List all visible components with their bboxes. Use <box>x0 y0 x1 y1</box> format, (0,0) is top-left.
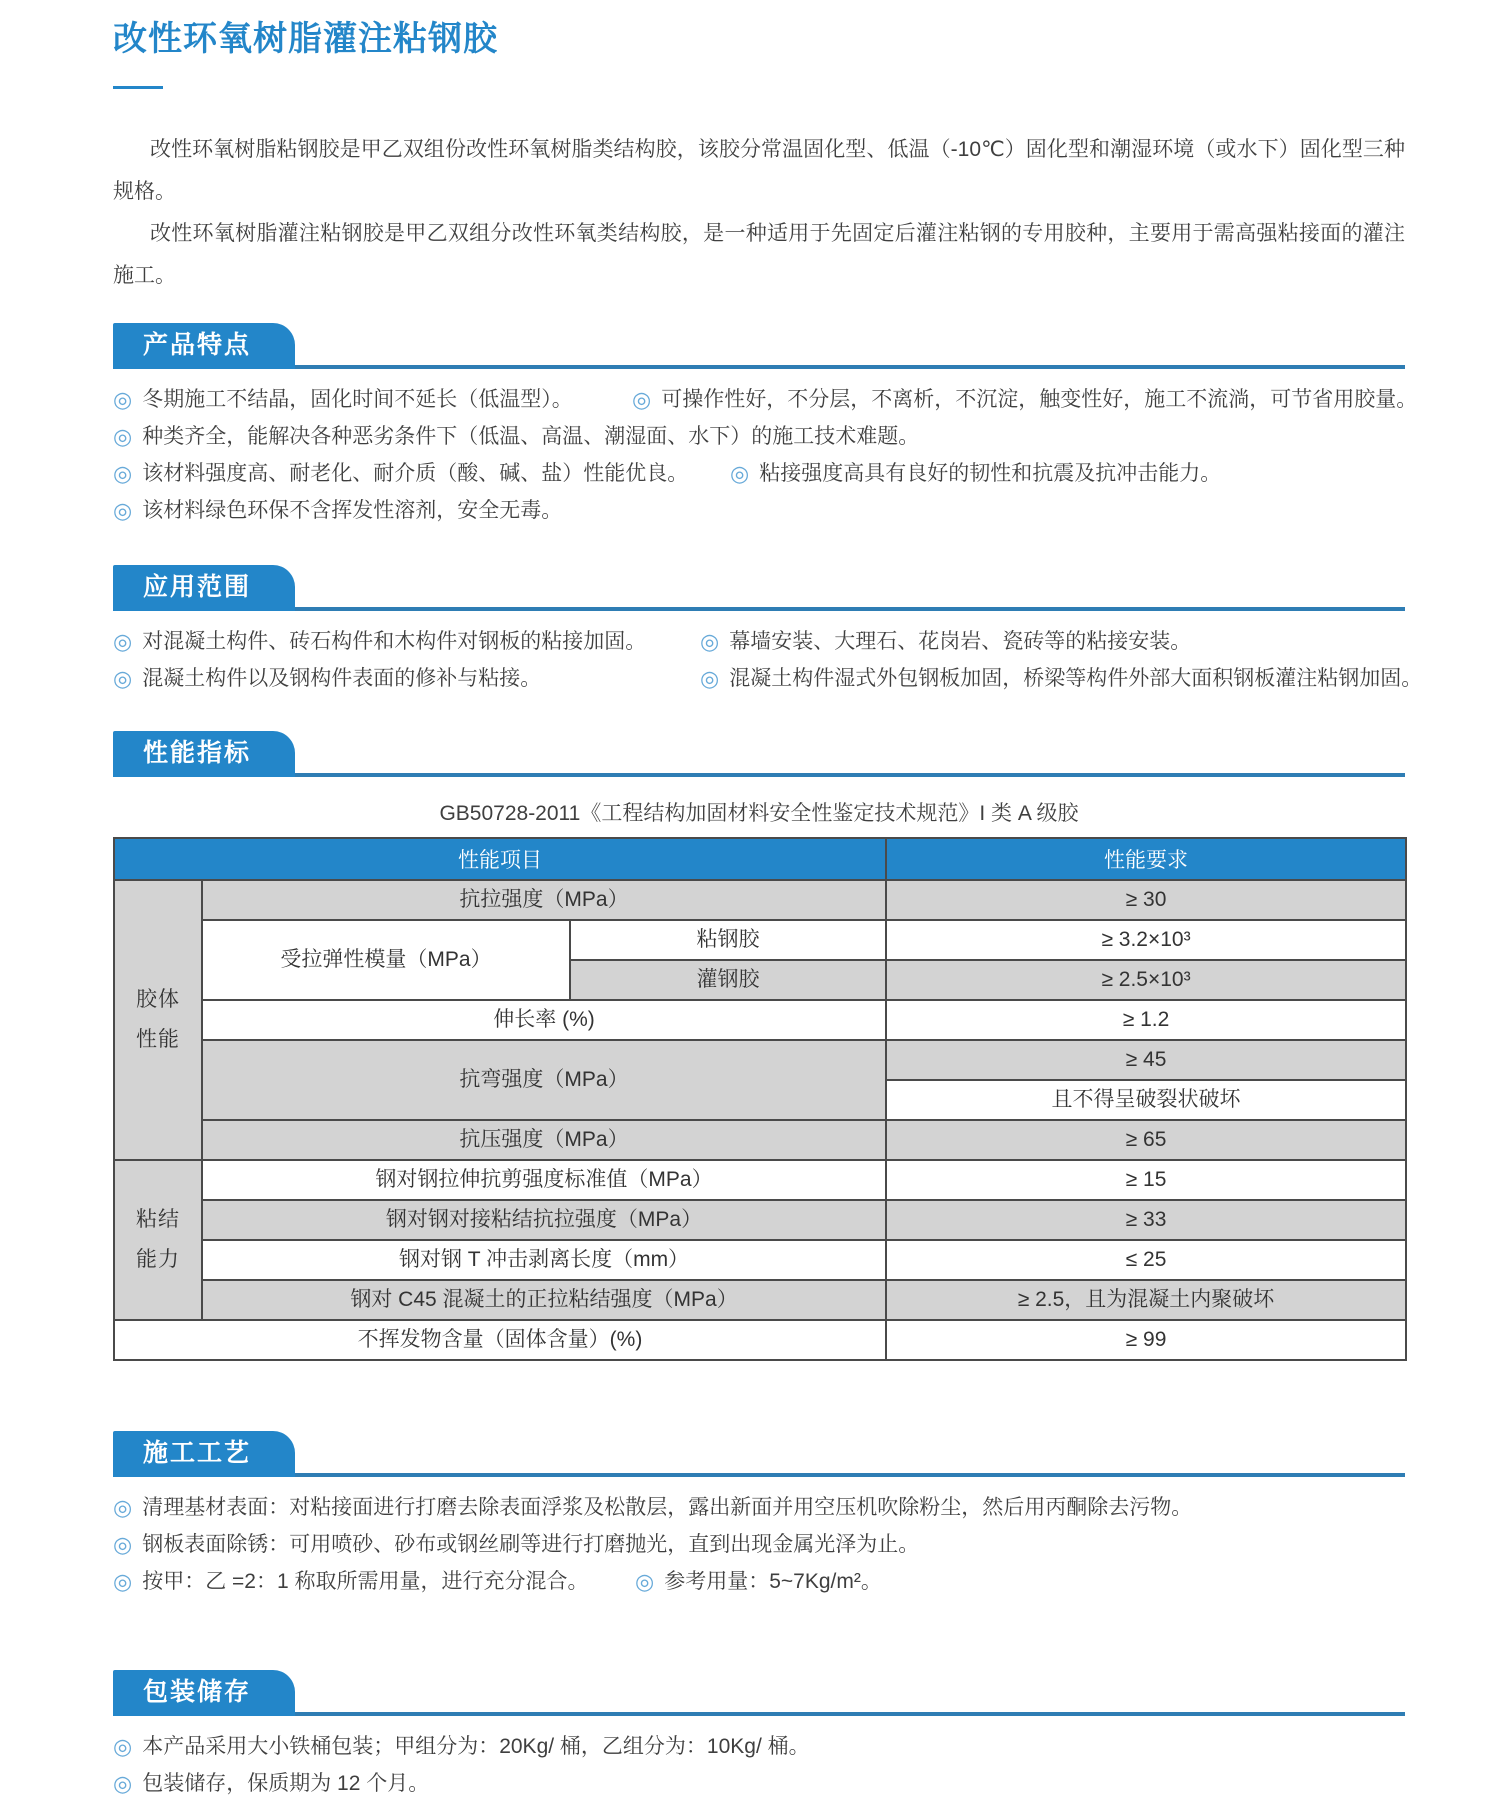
bullet-icon: ◎ <box>113 1568 133 1594</box>
value-cell: ≥ 2.5×10³ <box>886 960 1406 1000</box>
application-item: 混凝土构件湿式外包钢板加固，桥梁等构件外部大面积钢板灌注粘钢加固。 <box>729 667 1423 690</box>
value-cell: ≥ 30 <box>886 880 1406 920</box>
packaging-item: 包装储存，保质期为 12 个月。 <box>142 1772 430 1795</box>
table-row <box>114 1280 1406 1320</box>
value-cell: ≥ 65 <box>886 1120 1406 1160</box>
section-header-packaging <box>113 1670 1405 1716</box>
item-cell: 钢对钢对接粘结抗拉强度（MPa） <box>202 1200 886 1240</box>
value-cell: ≥ 1.2 <box>886 1000 1406 1040</box>
list-line <box>113 1728 1405 1765</box>
value-cell: ≥ 33 <box>886 1200 1406 1240</box>
list-line <box>113 660 1423 697</box>
section-rule <box>113 1712 1405 1716</box>
features-list <box>113 381 1418 529</box>
process-item: 清理基材表面：对粘接面进行打磨去除表面浮浆及松散层，露出新面并用空压机吹除粉尘，然后用丙酮除去污物。 <box>142 1496 1193 1519</box>
process-item: 钢板表面除锈：可用喷砂、砂布或钢丝刷等进行打磨抛光，直到出现金属光泽为止。 <box>142 1533 920 1556</box>
list-line <box>113 1489 1405 1526</box>
list-line <box>113 1526 1405 1563</box>
table-row <box>114 1160 1406 1200</box>
list-line <box>113 623 1405 660</box>
section-rule <box>113 773 1405 777</box>
item-cell: 受拉弹性模量（MPa） <box>202 920 570 1000</box>
list-line <box>113 1563 1405 1600</box>
bullet-icon: ◎ <box>632 386 652 412</box>
table-caption: GB50728-2011《工程结构加固材料安全性鉴定技术规范》I 类 A 级胶 <box>439 802 1079 825</box>
value-cell: ≥ 99 <box>886 1320 1406 1360</box>
sub-item-cell: 粘钢胶 <box>570 920 886 960</box>
application-item: 混凝土构件以及钢构件表面的修补与粘接。 <box>142 667 542 690</box>
value-cell: 且不得呈破裂状破坏 <box>886 1080 1406 1120</box>
value-cell: ≥ 3.2×10³ <box>886 920 1406 960</box>
item-cell: 钢对 C45 混凝土的正拉粘结强度（MPa） <box>202 1280 886 1320</box>
section-header-performance <box>113 731 1405 777</box>
table-row <box>114 1000 1406 1040</box>
item-cell: 钢对钢 T 冲击剥离长度（mm） <box>202 1240 886 1280</box>
bullet-icon: ◎ <box>113 1770 133 1796</box>
applications-list <box>113 623 1423 697</box>
sub-item-cell: 灌钢胶 <box>570 960 886 1000</box>
feature-item: 粘接强度高具有良好的韧性和抗震及抗冲击能力。 <box>759 462 1222 485</box>
title-underline <box>113 86 163 89</box>
table-row <box>114 880 1406 920</box>
bullet-icon: ◎ <box>113 628 133 654</box>
value-cell: ≤ 25 <box>886 1240 1406 1280</box>
process-list <box>113 1489 1405 1600</box>
value-cell: ≥ 15 <box>886 1160 1406 1200</box>
section-title-packaging: 包装储存 <box>113 1670 295 1716</box>
section-title-applications: 应用范围 <box>113 565 295 611</box>
bullet-icon: ◎ <box>113 1531 133 1557</box>
feature-item: 种类齐全，能解决各种恶劣条件下（低温、高温、潮湿面、水下）的施工技术难题。 <box>142 425 920 448</box>
performance-table <box>113 837 1407 1361</box>
item-cell: 钢对钢拉伸抗剪强度标准值（MPa） <box>202 1160 886 1200</box>
list-line <box>113 492 1405 529</box>
feature-item: 可操作性好，不分层，不离析，不沉淀，触变性好，施工不流淌，可节省用胶量。 <box>661 388 1418 411</box>
column-header-item: 性能项目 <box>114 838 886 880</box>
item-cell: 伸长率 (%) <box>202 1000 886 1040</box>
list-line <box>113 381 1418 418</box>
bullet-icon: ◎ <box>700 628 720 654</box>
section-rule <box>113 365 1405 369</box>
intro-line: 改性环氧树脂粘钢胶是甲乙双组份改性环氧树脂类结构胶，该胶分常温固化型、低温（-10℃）固化型和潮湿环境（或水下）固化型三种规格。 <box>113 138 1405 203</box>
table-row <box>114 1320 1406 1360</box>
list-line <box>113 418 1405 455</box>
item-cell: 抗弯强度（MPa） <box>202 1040 886 1120</box>
section-title-performance: 性能指标 <box>113 731 295 777</box>
section-rule <box>113 1473 1405 1477</box>
item-cell: 抗拉强度（MPa） <box>202 880 886 920</box>
section-header-applications <box>113 565 1405 611</box>
bullet-icon: ◎ <box>113 423 133 449</box>
item-cell: 不挥发物含量（固体含量）(%) <box>114 1320 886 1360</box>
intro-line: 改性环氧树脂灌注粘钢胶是甲乙双组分改性环氧类结构胶，是一种适用于先固定后灌注粘钢的专用胶种，主要用于需高强粘接面的灌注施工。 <box>113 222 1405 287</box>
section-title-features: 产品特点 <box>113 323 295 369</box>
packaging-item: 本产品采用大小铁桶包装；甲组分为：20Kg/ 桶，乙组分为：10Kg/ 桶。 <box>142 1735 810 1758</box>
list-line <box>113 455 1405 492</box>
section-header-features <box>113 323 1405 369</box>
section-title-process: 施工工艺 <box>113 1431 295 1477</box>
list-line <box>113 1765 1405 1802</box>
section-header-process <box>113 1431 1405 1477</box>
intro-paragraphs <box>113 129 1405 297</box>
bullet-icon: ◎ <box>635 1568 655 1594</box>
bullet-icon: ◎ <box>113 386 133 412</box>
packaging-list <box>113 1728 1405 1802</box>
feature-item: 该材料绿色环保不含挥发性溶剂，安全无毒。 <box>142 499 563 522</box>
page-title: 改性环氧树脂灌注粘钢胶 <box>113 20 498 58</box>
application-item: 幕墙安装、大理石、花岗岩、瓷砖等的粘接安装。 <box>729 630 1192 653</box>
bullet-icon: ◎ <box>113 1494 133 1520</box>
feature-item: 该材料强度高、耐老化、耐介质（酸、碱、盐）性能优良。 <box>142 462 689 485</box>
bullet-icon: ◎ <box>113 1733 133 1759</box>
bullet-icon: ◎ <box>700 665 720 691</box>
column-header-requirement: 性能要求 <box>886 838 1406 880</box>
table-header-row <box>114 838 1406 880</box>
bullet-icon: ◎ <box>113 460 133 486</box>
group-cell-bonding-capacity: 粘结能力 <box>114 1160 202 1320</box>
application-item: 对混凝土构件、砖石构件和木构件对钢板的粘接加固。 <box>142 630 647 653</box>
section-rule <box>113 607 1405 611</box>
table-row <box>114 1040 1406 1080</box>
bullet-icon: ◎ <box>113 665 133 691</box>
process-item: 按甲：乙 =2：1 称取所需用量，进行充分混合。 <box>142 1570 589 1593</box>
item-cell: 抗压强度（MPa） <box>202 1120 886 1160</box>
table-row <box>114 920 1406 960</box>
bullet-icon: ◎ <box>113 497 133 523</box>
table-row <box>114 1240 1406 1280</box>
group-cell-adhesive-performance: 胶体性能 <box>114 880 202 1160</box>
feature-item: 冬期施工不结晶，固化时间不延长（低温型）。 <box>142 388 573 411</box>
value-cell: ≥ 45 <box>886 1040 1406 1080</box>
table-row <box>114 1200 1406 1240</box>
process-item: 参考用量：5~7Kg/m²。 <box>664 1570 882 1593</box>
bullet-icon: ◎ <box>730 460 750 486</box>
table-row <box>114 1120 1406 1160</box>
value-cell: ≥ 2.5，且为混凝土内聚破坏 <box>886 1280 1406 1320</box>
